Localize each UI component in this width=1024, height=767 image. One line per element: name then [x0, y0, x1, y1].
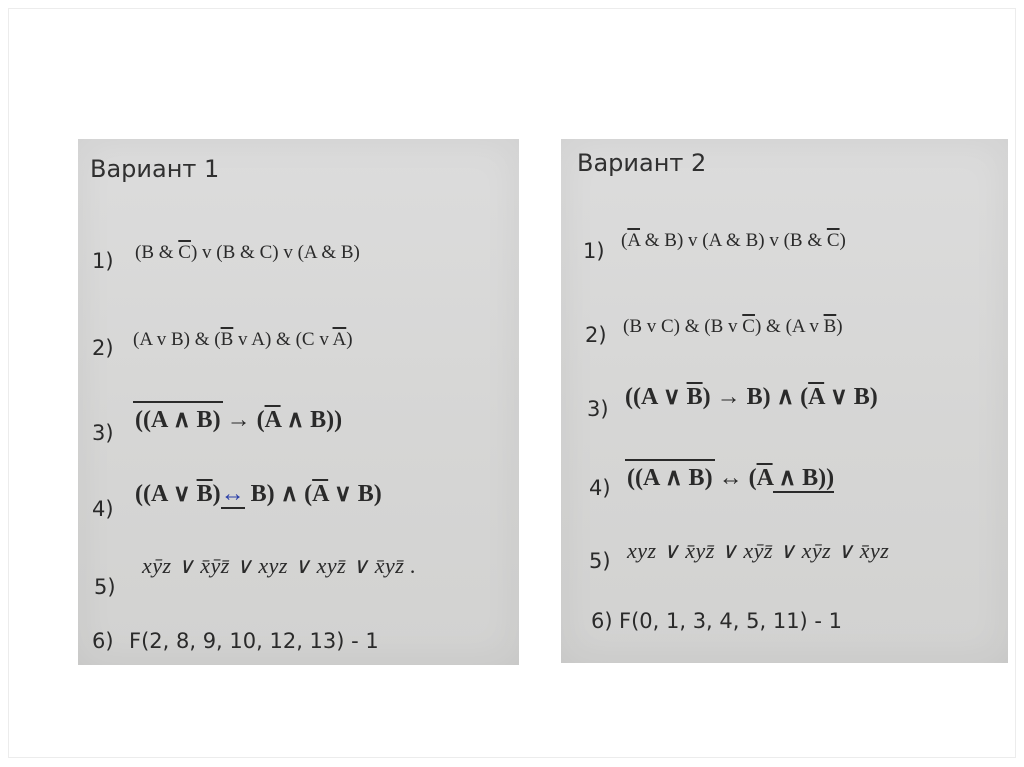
expr-part: ∨ B)	[328, 481, 382, 507]
expr-part: (	[621, 230, 628, 251]
item-number: 6)	[591, 609, 613, 633]
expr-part: ) & (A v	[754, 316, 824, 337]
expr-part: ↔ (	[712, 465, 757, 491]
expr-negated-term: $\overline{C}$	[742, 316, 755, 337]
expression-1	[135, 242, 360, 264]
expression-6: F(2, 8, 9, 10, 12, 13) - 1	[129, 629, 379, 653]
expr-part: ) → B) ∧ (	[702, 384, 809, 410]
expr-negated-term: $\overline{A}$	[312, 481, 329, 507]
expression-2	[133, 329, 353, 351]
expression-4	[627, 463, 834, 492]
item-number: 1)	[583, 239, 605, 263]
expr-part: ∧ B))	[280, 407, 343, 433]
item-number: 3)	[587, 397, 609, 421]
item-number: 2)	[585, 323, 607, 347]
expr-negated-term: $\overline{C}$	[826, 230, 840, 251]
item-number: 6)	[92, 629, 114, 653]
expr-part: ∨ B)	[824, 384, 878, 410]
expression-5: xyz ∨ x̄yz̄ ∨ xȳz̄ ∨ xȳz ∨ x̄yz	[627, 538, 890, 563]
item-number: 2)	[92, 336, 114, 360]
expr-part: → (	[220, 407, 265, 433]
expr-part: )	[839, 230, 846, 251]
expr-negated-term: $\overline{B}$	[823, 316, 837, 337]
item-number: 3)	[92, 421, 114, 445]
item-number: 5)	[589, 549, 611, 573]
expr-part: (B &	[135, 242, 179, 263]
expr-negated-term: $\overline{B}$	[196, 481, 213, 507]
expr-part: ((A ∨	[135, 481, 197, 507]
item-number: 5)	[94, 575, 116, 599]
expr-part: )	[212, 481, 221, 507]
expr-part: v A) & (C v	[233, 329, 333, 350]
expression-1	[621, 230, 846, 252]
variant-1-title: Вариант 1	[90, 155, 220, 183]
variant-1-card	[78, 139, 519, 665]
expr-part: & B) v (A & B) v (B &	[640, 230, 827, 251]
item-number: 1)	[92, 249, 114, 273]
equivalence-arrow: ↔	[220, 481, 245, 507]
expr-part: ∧ B))	[772, 465, 835, 491]
item-number: 4)	[589, 476, 611, 500]
expr-negated-term: $\overline{B}$	[686, 384, 703, 410]
item-number: 4)	[92, 497, 114, 521]
expr-negated-group: ((A ∧ B)	[135, 407, 221, 433]
expression-6: F(0, 1, 3, 4, 5, 11) - 1	[619, 609, 843, 633]
expr-negated-group: ((A ∧ B)	[627, 465, 713, 491]
expr-negated-term: $\overline{C}$	[178, 242, 191, 263]
expression-2	[623, 316, 843, 338]
expression-3	[625, 382, 878, 411]
expression-4	[135, 479, 382, 508]
expr-part: (B v C) & (B v	[623, 316, 743, 337]
expr-part: )	[346, 329, 353, 350]
variant-2-title: Вариант 2	[577, 149, 707, 177]
expr-part: ((A ∨	[625, 384, 687, 410]
variant-2-card	[561, 139, 1008, 663]
expr-part: )	[836, 316, 843, 337]
expr-negated-term: $\overline{A}$	[332, 329, 347, 350]
expr-negated-term: $\overline{A}$	[756, 465, 773, 491]
expression-5: xȳz ∨ x̄ȳz̄ ∨ xyz ∨ xyz̄ ∨ x̄yz̄ .	[142, 553, 417, 578]
expression-3	[135, 405, 342, 434]
expr-part: ) v (B & C) v (A & B)	[190, 242, 360, 263]
expr-negated-term: $\overline{A}$	[808, 384, 825, 410]
expr-negated-term: $\overline{B}$	[220, 329, 234, 350]
expr-negated-term: $\overline{A}$	[627, 230, 641, 251]
expr-part: B) ∧ (	[244, 481, 313, 507]
expr-part: (A v B) & (	[133, 329, 221, 350]
expr-negated-term: $\overline{A}$	[264, 407, 281, 433]
